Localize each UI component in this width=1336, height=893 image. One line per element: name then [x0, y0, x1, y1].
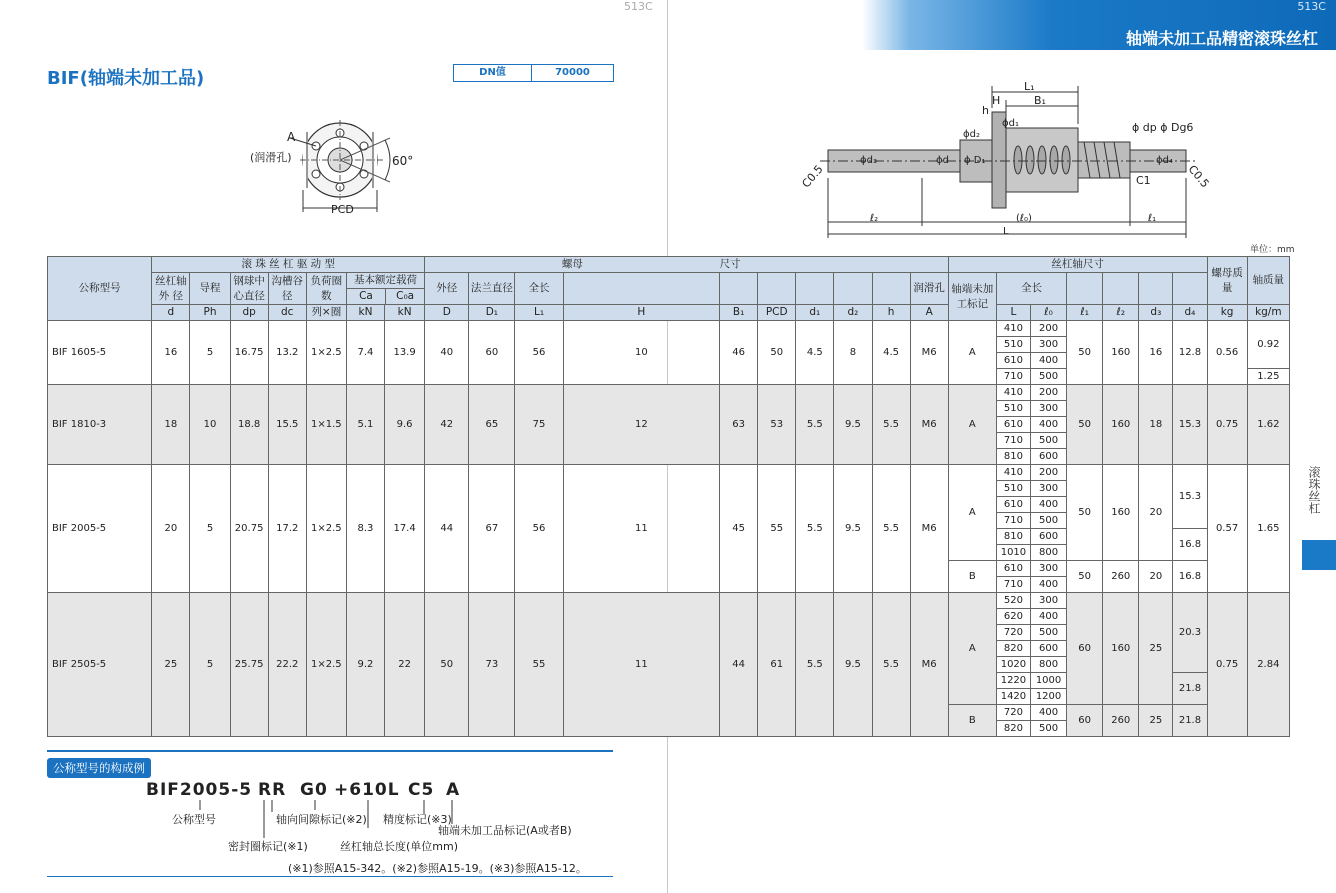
- table-cell: 1010: [996, 545, 1030, 561]
- table-cell: 5.5: [796, 385, 834, 465]
- label-60deg: 60°: [392, 154, 414, 168]
- table-cell: 55: [758, 465, 796, 593]
- th-lead: 导程: [190, 273, 230, 305]
- label-L: L: [1003, 226, 1009, 237]
- table-cell: 4.5: [796, 321, 834, 385]
- label-l1: ℓ₁: [1148, 213, 1157, 224]
- table-cell: A: [948, 385, 996, 465]
- th-shaft-mass: 轴质量: [1247, 257, 1289, 305]
- table-cell: 160: [1103, 593, 1139, 705]
- table-row: [48, 321, 1290, 337]
- th-unit: ℓ₀: [1030, 305, 1066, 321]
- table-cell: 400: [1030, 609, 1066, 625]
- table-cell: 20.75: [230, 465, 268, 593]
- th-load-label: 基本额定载荷: [354, 274, 418, 286]
- table-cell: 60: [469, 321, 515, 385]
- table-cell: 300: [1030, 481, 1066, 497]
- table-cell: 400: [1030, 577, 1066, 593]
- label-lube-hole: (润滑孔): [250, 151, 292, 164]
- label-d2: ϕd₂: [963, 129, 980, 140]
- table-cell: 50: [1067, 321, 1103, 385]
- th-flange: 法兰直径: [469, 273, 515, 305]
- label-c05-right: C0.5: [1185, 162, 1212, 191]
- table-cell: 0.56: [1207, 321, 1247, 385]
- dn-label: DN值: [454, 65, 532, 81]
- label-h: h: [982, 104, 989, 117]
- table-cell: 510: [996, 337, 1030, 353]
- table-cell: 710: [996, 433, 1030, 449]
- table-cell: 160: [1103, 321, 1139, 385]
- table-cell: 810: [996, 449, 1030, 465]
- table-cell: A: [948, 465, 996, 561]
- unit-label: 单位：mm: [1250, 245, 1295, 255]
- table-cell: 5.5: [796, 593, 834, 737]
- table-cell: 17.4: [385, 465, 425, 593]
- table-cell: 200: [1030, 321, 1066, 337]
- th-unit: Ph: [190, 305, 230, 321]
- table-cell: 67: [469, 465, 515, 593]
- dn-value-box: [453, 64, 614, 82]
- th-unit: d₁: [796, 305, 834, 321]
- table-cell: 160: [1103, 465, 1139, 561]
- table-cell: 720: [996, 625, 1030, 641]
- table-row: [48, 465, 1290, 481]
- table-cell: 820: [996, 641, 1030, 657]
- note-end: 轴端未加工品标记(A或者B): [438, 824, 572, 837]
- table-cell: 610: [996, 353, 1030, 369]
- label-d4: ϕd₄: [1156, 155, 1173, 166]
- table-cell: M6: [910, 321, 948, 385]
- table-cell: 1000: [1030, 673, 1066, 689]
- table-cell: 16.8: [1173, 529, 1207, 561]
- table-cell: 55: [515, 593, 563, 737]
- table-cell: 400: [1030, 705, 1066, 721]
- table-cell: M6: [910, 593, 948, 737]
- table-cell: 50: [1067, 385, 1103, 465]
- table-cell: 600: [1030, 529, 1066, 545]
- table-cell: 500: [1030, 433, 1066, 449]
- table-cell: 22.2: [268, 593, 306, 737]
- note-model: 公称型号: [172, 813, 216, 826]
- table-cell: 18: [1139, 385, 1173, 465]
- table-cell: 56: [515, 465, 563, 593]
- th-lub: 润滑孔: [910, 273, 948, 305]
- note-seal: 密封圈标记(※1): [228, 840, 308, 853]
- ex-len: +610L: [334, 780, 400, 800]
- table-cell: 500: [1030, 625, 1066, 641]
- table-row: [48, 593, 1290, 609]
- th-unit: B₁: [720, 305, 758, 321]
- th-nut: 螺母: [425, 257, 720, 273]
- ex-g0: G0: [300, 780, 328, 800]
- table-cell: 710: [996, 513, 1030, 529]
- table-cell: 300: [1030, 337, 1066, 353]
- table-cell: 16.75: [230, 321, 268, 385]
- table-cell: 500: [1030, 369, 1066, 385]
- table-cell: 1.25: [1247, 369, 1289, 385]
- table-cell: 0.75: [1207, 385, 1247, 465]
- table-cell: 260: [1103, 705, 1139, 737]
- table-cell: 1×1.5: [306, 385, 346, 465]
- table-cell: 1×2.5: [306, 593, 346, 737]
- label-pcd: PCD: [331, 203, 354, 216]
- th-unit: ℓ₂: [1103, 305, 1139, 321]
- example-top-rule: [47, 750, 613, 752]
- table-cell: 13.9: [385, 321, 425, 385]
- table-cell: 25: [1139, 705, 1173, 737]
- table-cell: 9.5: [834, 465, 872, 593]
- table-cell: 73: [469, 593, 515, 737]
- table-cell: 9.2: [346, 593, 384, 737]
- table-cell: 820: [996, 721, 1030, 737]
- label-d1: ϕd₁: [1002, 118, 1019, 129]
- th-unit: kN: [385, 305, 425, 321]
- table-cell: 56: [515, 321, 563, 385]
- label-d: ϕd: [936, 155, 949, 166]
- table-cell: 510: [996, 481, 1030, 497]
- label-d3: ϕd₃: [860, 155, 877, 166]
- label-l2: ℓ₂: [870, 213, 879, 224]
- table-cell: BIF 2005-5: [48, 465, 152, 593]
- th-unit: L₁: [515, 305, 563, 321]
- ex-code: BIF2005-5: [146, 780, 253, 800]
- label-H: H: [992, 94, 1001, 107]
- table-cell: 500: [1030, 721, 1066, 737]
- label-B1: B₁: [1034, 94, 1046, 107]
- table-row: [48, 385, 1290, 401]
- table-cell: 10: [563, 321, 719, 385]
- table-cell: 200: [1030, 385, 1066, 401]
- table-cell: 21.8: [1173, 673, 1207, 705]
- table-cell: 200: [1030, 465, 1066, 481]
- example-bottom-rule: [47, 876, 613, 877]
- label-D1: ϕ D₁: [964, 155, 986, 166]
- table-cell: 10: [190, 385, 230, 465]
- th-ball-center: 钢球中心直径: [230, 273, 268, 305]
- th-unit: dp: [230, 305, 268, 321]
- table-cell: 800: [1030, 657, 1066, 673]
- table-cell: 520: [996, 593, 1030, 609]
- th-ca: Ca: [347, 289, 386, 304]
- table-cell: 160: [1103, 385, 1139, 465]
- th-unit: ℓ₁: [1067, 305, 1103, 321]
- th-unit: d₄: [1173, 305, 1207, 321]
- table-cell: 410: [996, 465, 1030, 481]
- table-cell: 300: [1030, 593, 1066, 609]
- label-l0: (ℓ₀): [1016, 213, 1032, 224]
- table-cell: 25: [1139, 593, 1173, 705]
- table-cell: 410: [996, 321, 1030, 337]
- table-cell: 8: [834, 321, 872, 385]
- table-cell: BIF 1810-3: [48, 385, 152, 465]
- table-cell: 800: [1030, 545, 1066, 561]
- th-shaft: 丝杠轴尺寸: [948, 257, 1207, 273]
- th-c0a: C₀a: [396, 290, 415, 302]
- table-cell: 5.5: [796, 465, 834, 593]
- table-cell: 25.75: [230, 593, 268, 737]
- table-cell: 4.5: [872, 321, 910, 385]
- table-cell: 9.5: [834, 385, 872, 465]
- th-unit: h: [872, 305, 910, 321]
- th-total-len: 全长: [996, 273, 1066, 305]
- table-cell: 16: [152, 321, 190, 385]
- banner-title: 轴端未加工品精密滚珠丝杠: [1125, 29, 1318, 48]
- table-cell: 53: [758, 385, 796, 465]
- table-cell: 65: [469, 385, 515, 465]
- label-a: A: [287, 130, 296, 144]
- table-cell: 13.2: [268, 321, 306, 385]
- table-cell: 300: [1030, 401, 1066, 417]
- note-gap: 轴向间隙标记(※2): [276, 813, 367, 826]
- page-number-left: 513C: [624, 0, 653, 13]
- table-cell: 5: [190, 465, 230, 593]
- table-cell: 25: [152, 593, 190, 737]
- th-load: [346, 273, 424, 305]
- table-cell: 15.3: [1173, 465, 1207, 529]
- table-cell: 15.5: [268, 385, 306, 465]
- table-cell: A: [948, 321, 996, 385]
- table-cell: 8.3: [346, 465, 384, 593]
- table-cell: 45: [720, 465, 758, 593]
- table-cell: 44: [425, 465, 469, 593]
- table-cell: B: [948, 705, 996, 737]
- table-cell: 610: [996, 417, 1030, 433]
- th-nut-od: 外径: [425, 273, 469, 305]
- th-unit: d₃: [1139, 305, 1173, 321]
- table-cell: 7.4: [346, 321, 384, 385]
- th-unit: A: [910, 305, 948, 321]
- ex-c5: C5: [408, 780, 435, 800]
- table-cell: 11: [563, 593, 719, 737]
- table-cell: 50: [758, 321, 796, 385]
- th-nut-mass: 螺母质量: [1207, 257, 1247, 305]
- table-cell: 9.6: [385, 385, 425, 465]
- table-cell: 410: [996, 385, 1030, 401]
- table-cell: 5: [190, 321, 230, 385]
- th-unit: L: [996, 305, 1030, 321]
- table-cell: BIF 2505-5: [48, 593, 152, 737]
- th-dim: 尺寸: [720, 257, 949, 273]
- th-end-mark: 轴端未加工标记: [948, 273, 996, 321]
- table-cell: 0.57: [1207, 465, 1247, 593]
- th-unit: H: [563, 305, 719, 321]
- th-unit: d₂: [834, 305, 872, 321]
- table-cell: B: [948, 561, 996, 593]
- spec-table: [47, 256, 1290, 737]
- table-cell: 16.8: [1173, 561, 1207, 593]
- table-cell: 40: [425, 321, 469, 385]
- side-tab-label: 滚珠丝杠: [1307, 466, 1321, 514]
- table-cell: 50: [425, 593, 469, 737]
- table-cell: 42: [425, 385, 469, 465]
- table-cell: 610: [996, 561, 1030, 577]
- th-unit: D₁: [469, 305, 515, 321]
- ex-a: A: [446, 780, 461, 800]
- table-cell: 60: [1067, 593, 1103, 705]
- table-cell: 400: [1030, 497, 1066, 513]
- table-cell: 75: [515, 385, 563, 465]
- table-cell: M6: [910, 385, 948, 465]
- table-cell: 1×2.5: [306, 321, 346, 385]
- table-cell: 20.3: [1173, 593, 1207, 673]
- table-cell: 61: [758, 593, 796, 737]
- table-cell: 46: [720, 321, 758, 385]
- table-cell: 5.5: [872, 593, 910, 737]
- table-cell: M6: [910, 465, 948, 593]
- table-cell: 710: [996, 369, 1030, 385]
- table-cell: 710: [996, 577, 1030, 593]
- table-cell: 5.1: [346, 385, 384, 465]
- side-tab: [1302, 466, 1336, 572]
- table-cell: 12: [563, 385, 719, 465]
- th-shaft-od: 丝杠轴外 径: [152, 273, 190, 305]
- table-cell: 44: [720, 593, 758, 737]
- th-circuits: 负荷圈数: [306, 273, 346, 305]
- table-cell: 0.92: [1247, 321, 1289, 369]
- table-cell: 9.5: [834, 593, 872, 737]
- table-cell: 5.5: [872, 465, 910, 593]
- page-number-right: 513C: [1297, 0, 1326, 13]
- table-cell: 1×2.5: [306, 465, 346, 593]
- table-cell: 5.5: [872, 385, 910, 465]
- table-cell: 1.65: [1247, 465, 1289, 593]
- table-cell: 20: [1139, 561, 1173, 593]
- table-cell: 400: [1030, 353, 1066, 369]
- label-c1: C1: [1136, 174, 1151, 187]
- page-title: BIF(轴端未加工品): [47, 68, 205, 89]
- table-cell: 63: [720, 385, 758, 465]
- label-c05-left: C0.5: [799, 162, 826, 191]
- table-cell: 810: [996, 529, 1030, 545]
- ex-rr: RR: [258, 780, 287, 800]
- header-banner: [862, 0, 1336, 50]
- table-cell: 2.84: [1247, 593, 1289, 737]
- th-unit: 列×圈: [306, 305, 346, 321]
- table-cell: 50: [1067, 561, 1103, 593]
- table-cell: 16: [1139, 321, 1173, 385]
- dn-value: 70000: [555, 67, 590, 78]
- table-cell: 1020: [996, 657, 1030, 673]
- th-unit: dc: [268, 305, 306, 321]
- table-cell: 0.75: [1207, 593, 1247, 737]
- table-cell: BIF 1605-5: [48, 321, 152, 385]
- table-cell: 21.8: [1173, 705, 1207, 737]
- note-len: 丝杠轴总长度(单位mm): [340, 840, 459, 853]
- table-cell: 500: [1030, 513, 1066, 529]
- th-groove: 沟槽谷径: [268, 273, 306, 305]
- th-unit: kg: [1207, 305, 1247, 321]
- table-cell: 720: [996, 705, 1030, 721]
- th-unit: D: [425, 305, 469, 321]
- table-cell: 610: [996, 497, 1030, 513]
- th-drive: 滚 珠 丝 杠 驱 动 型: [152, 257, 425, 273]
- table-cell: 20: [1139, 465, 1173, 561]
- side-tab-marker: [1302, 540, 1336, 570]
- table-cell: 11: [563, 465, 719, 593]
- table-cell: 600: [1030, 641, 1066, 657]
- table-cell: 510: [996, 401, 1030, 417]
- table-cell: 60: [1067, 705, 1103, 737]
- table-cell: 300: [1030, 561, 1066, 577]
- table-cell: 22: [385, 593, 425, 737]
- th-unit: PCD: [758, 305, 796, 321]
- th-unit: kg/m: [1247, 305, 1289, 321]
- table-cell: 18: [152, 385, 190, 465]
- table-cell: 17.2: [268, 465, 306, 593]
- table-cell: 50: [1067, 465, 1103, 561]
- table-cell: 1.62: [1247, 385, 1289, 465]
- table-cell: 5: [190, 593, 230, 737]
- table-cell: 1420: [996, 689, 1030, 705]
- example-label: 公称型号的构成例: [47, 758, 151, 778]
- th-nut-len: 全长: [515, 273, 563, 305]
- table-cell: A: [948, 593, 996, 705]
- th-model: 公称型号: [48, 257, 152, 321]
- table-cell: 620: [996, 609, 1030, 625]
- table-cell: 400: [1030, 417, 1066, 433]
- table-cell: 600: [1030, 449, 1066, 465]
- table-cell: 20: [152, 465, 190, 593]
- note-prec: 精度标记(※3): [383, 813, 452, 826]
- th-unit: d: [152, 305, 190, 321]
- table-cell: 260: [1103, 561, 1139, 593]
- label-L1: L₁: [1024, 80, 1035, 93]
- table-cell: 12.8: [1173, 321, 1207, 385]
- table-cell: 15.3: [1173, 385, 1207, 465]
- th-unit: kN: [346, 305, 384, 321]
- example-refs: (※1)参照A15-342。(※2)参照A15-19。(※3)参照A15-12。: [288, 862, 587, 875]
- table-cell: 1200: [1030, 689, 1066, 705]
- label-dp: ϕ dp ϕ Dg6: [1132, 121, 1194, 134]
- table-cell: 18.8: [230, 385, 268, 465]
- table-cell: 1220: [996, 673, 1030, 689]
